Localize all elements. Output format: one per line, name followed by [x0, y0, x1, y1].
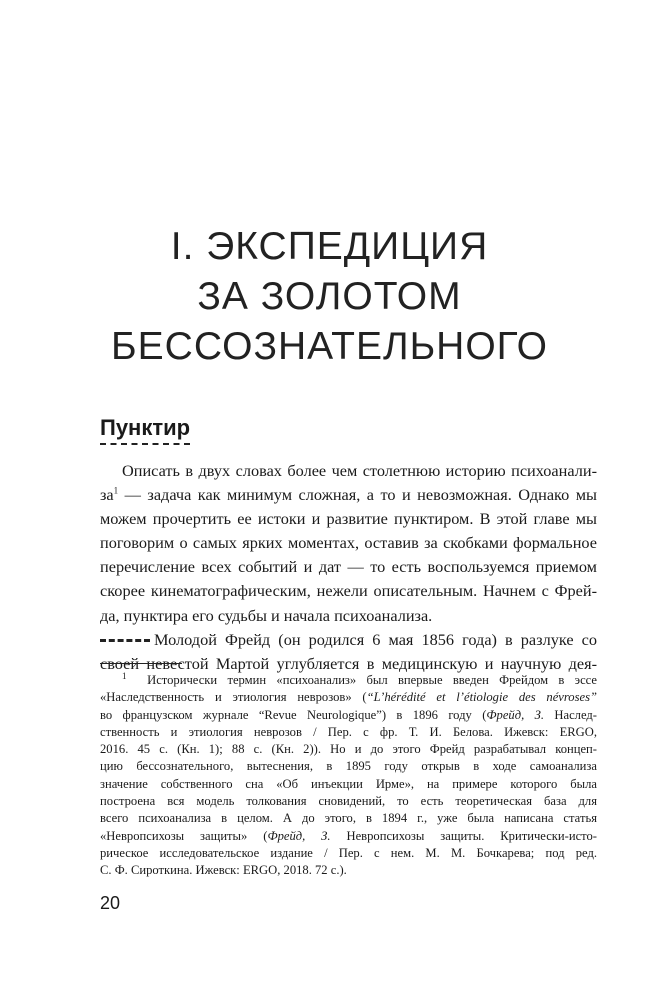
italic-author: Фрейд, З. [486, 707, 545, 722]
footnote-line: $^1$ Исторически термин «психоанализ» был впервые введен Фрейдом в эссе [122, 670, 598, 687]
chapter-title [0, 222, 659, 372]
body-line: Описать в двух словах более чем столетнюю историю психоанали- [122, 461, 597, 480]
body-text [100, 459, 597, 676]
footnote-line: значение собственного сна «Об инъекции Ирме», на примере которого была [100, 776, 597, 791]
footnote-line: во французском журнале “Revue Neurologique”) в 1896 году (Фрейд, З. Наслед- [100, 707, 597, 722]
section-heading: Пунктир [100, 414, 190, 445]
footnote-line: ственность и этиология неврозов / Пер. с фр. Т. И. Белова. Ижевск: ERGO, [100, 724, 597, 739]
footnote-line: построена вся модель толкования сновидений, то есть теоретическая база для [100, 794, 597, 809]
footnote-line: цию бессознательного, вытеснения, в 1895 году открыв в ходе самоанализа [100, 759, 597, 774]
footnote-ref[interactable]: 1 [113, 485, 119, 496]
body-line: своей невестой Мартой углубляется в медицинскую и научную дея- [100, 653, 597, 673]
footnote-rule [100, 663, 182, 664]
italic-author: Фрейд, З. [267, 828, 331, 843]
footnote-number: 1 [122, 670, 127, 681]
chapter-title-line: I. ЭКСПЕДИЦИЯ [170, 225, 489, 268]
footnote-line: всего психоанализа в целом. А до этого, в 1894 г., уже была написана статья [100, 811, 597, 826]
body-line [100, 483, 597, 507]
body-line: перечисление всех событий и дат — то есть воспользуемся приемом [100, 557, 597, 577]
footnote-line: рическое исследовательское издание / Пер. с нем. М. М. Бочкарева; под ред. [100, 845, 597, 860]
footnote-line: «Наследственность и этиология неврозов» (“L’hérédité et l’étiologie des névroses” [100, 690, 597, 705]
body-line: поговорим о самых ярких моментах, оставив за скобками формальное [100, 533, 597, 553]
body-line [100, 628, 597, 652]
footnote-line: 2016. 45 с. (Кн. 1); 88 с. (Кн. 2)). Но и до этого Фрейд разрабатывал концеп- [100, 742, 597, 757]
body-line-rest: Молодой Фрейд (он родился 6 мая 1856 года) в разлуке со [154, 629, 597, 649]
body-line: можем прочертить ее истоки и развитие пунктиром. В этой главе мы [100, 509, 597, 529]
italic-title: “L’hérédité et l’étiologie des névroses” [366, 690, 597, 705]
footnote-line: С. Ф. Сироткина. Ижевск: ERGO, 2018. 72 с.). [100, 863, 347, 878]
dashed-marker [100, 639, 150, 642]
body-line: да, пунктира его судьбы и начала психоанализа. [100, 605, 433, 625]
body-line: скорее кинематографическим, нежели описательным. Начнем с Фрей- [100, 581, 597, 601]
page-number: 20 [100, 893, 121, 913]
body-line-rest: — задача как минимум сложная, а то и невозможная. Однако мы [124, 485, 597, 505]
body-line-prefix: за [100, 485, 114, 505]
footnote-line: «Невропсихозы защиты» (Фрейд, З. Невропсихозы защиты. Критически-исто- [100, 828, 597, 843]
chapter-title-line: БЕССОЗНАТЕЛЬНОГО [111, 325, 548, 368]
chapter-title-line: ЗА ЗОЛОТОМ [197, 275, 462, 318]
footnote [100, 672, 597, 880]
